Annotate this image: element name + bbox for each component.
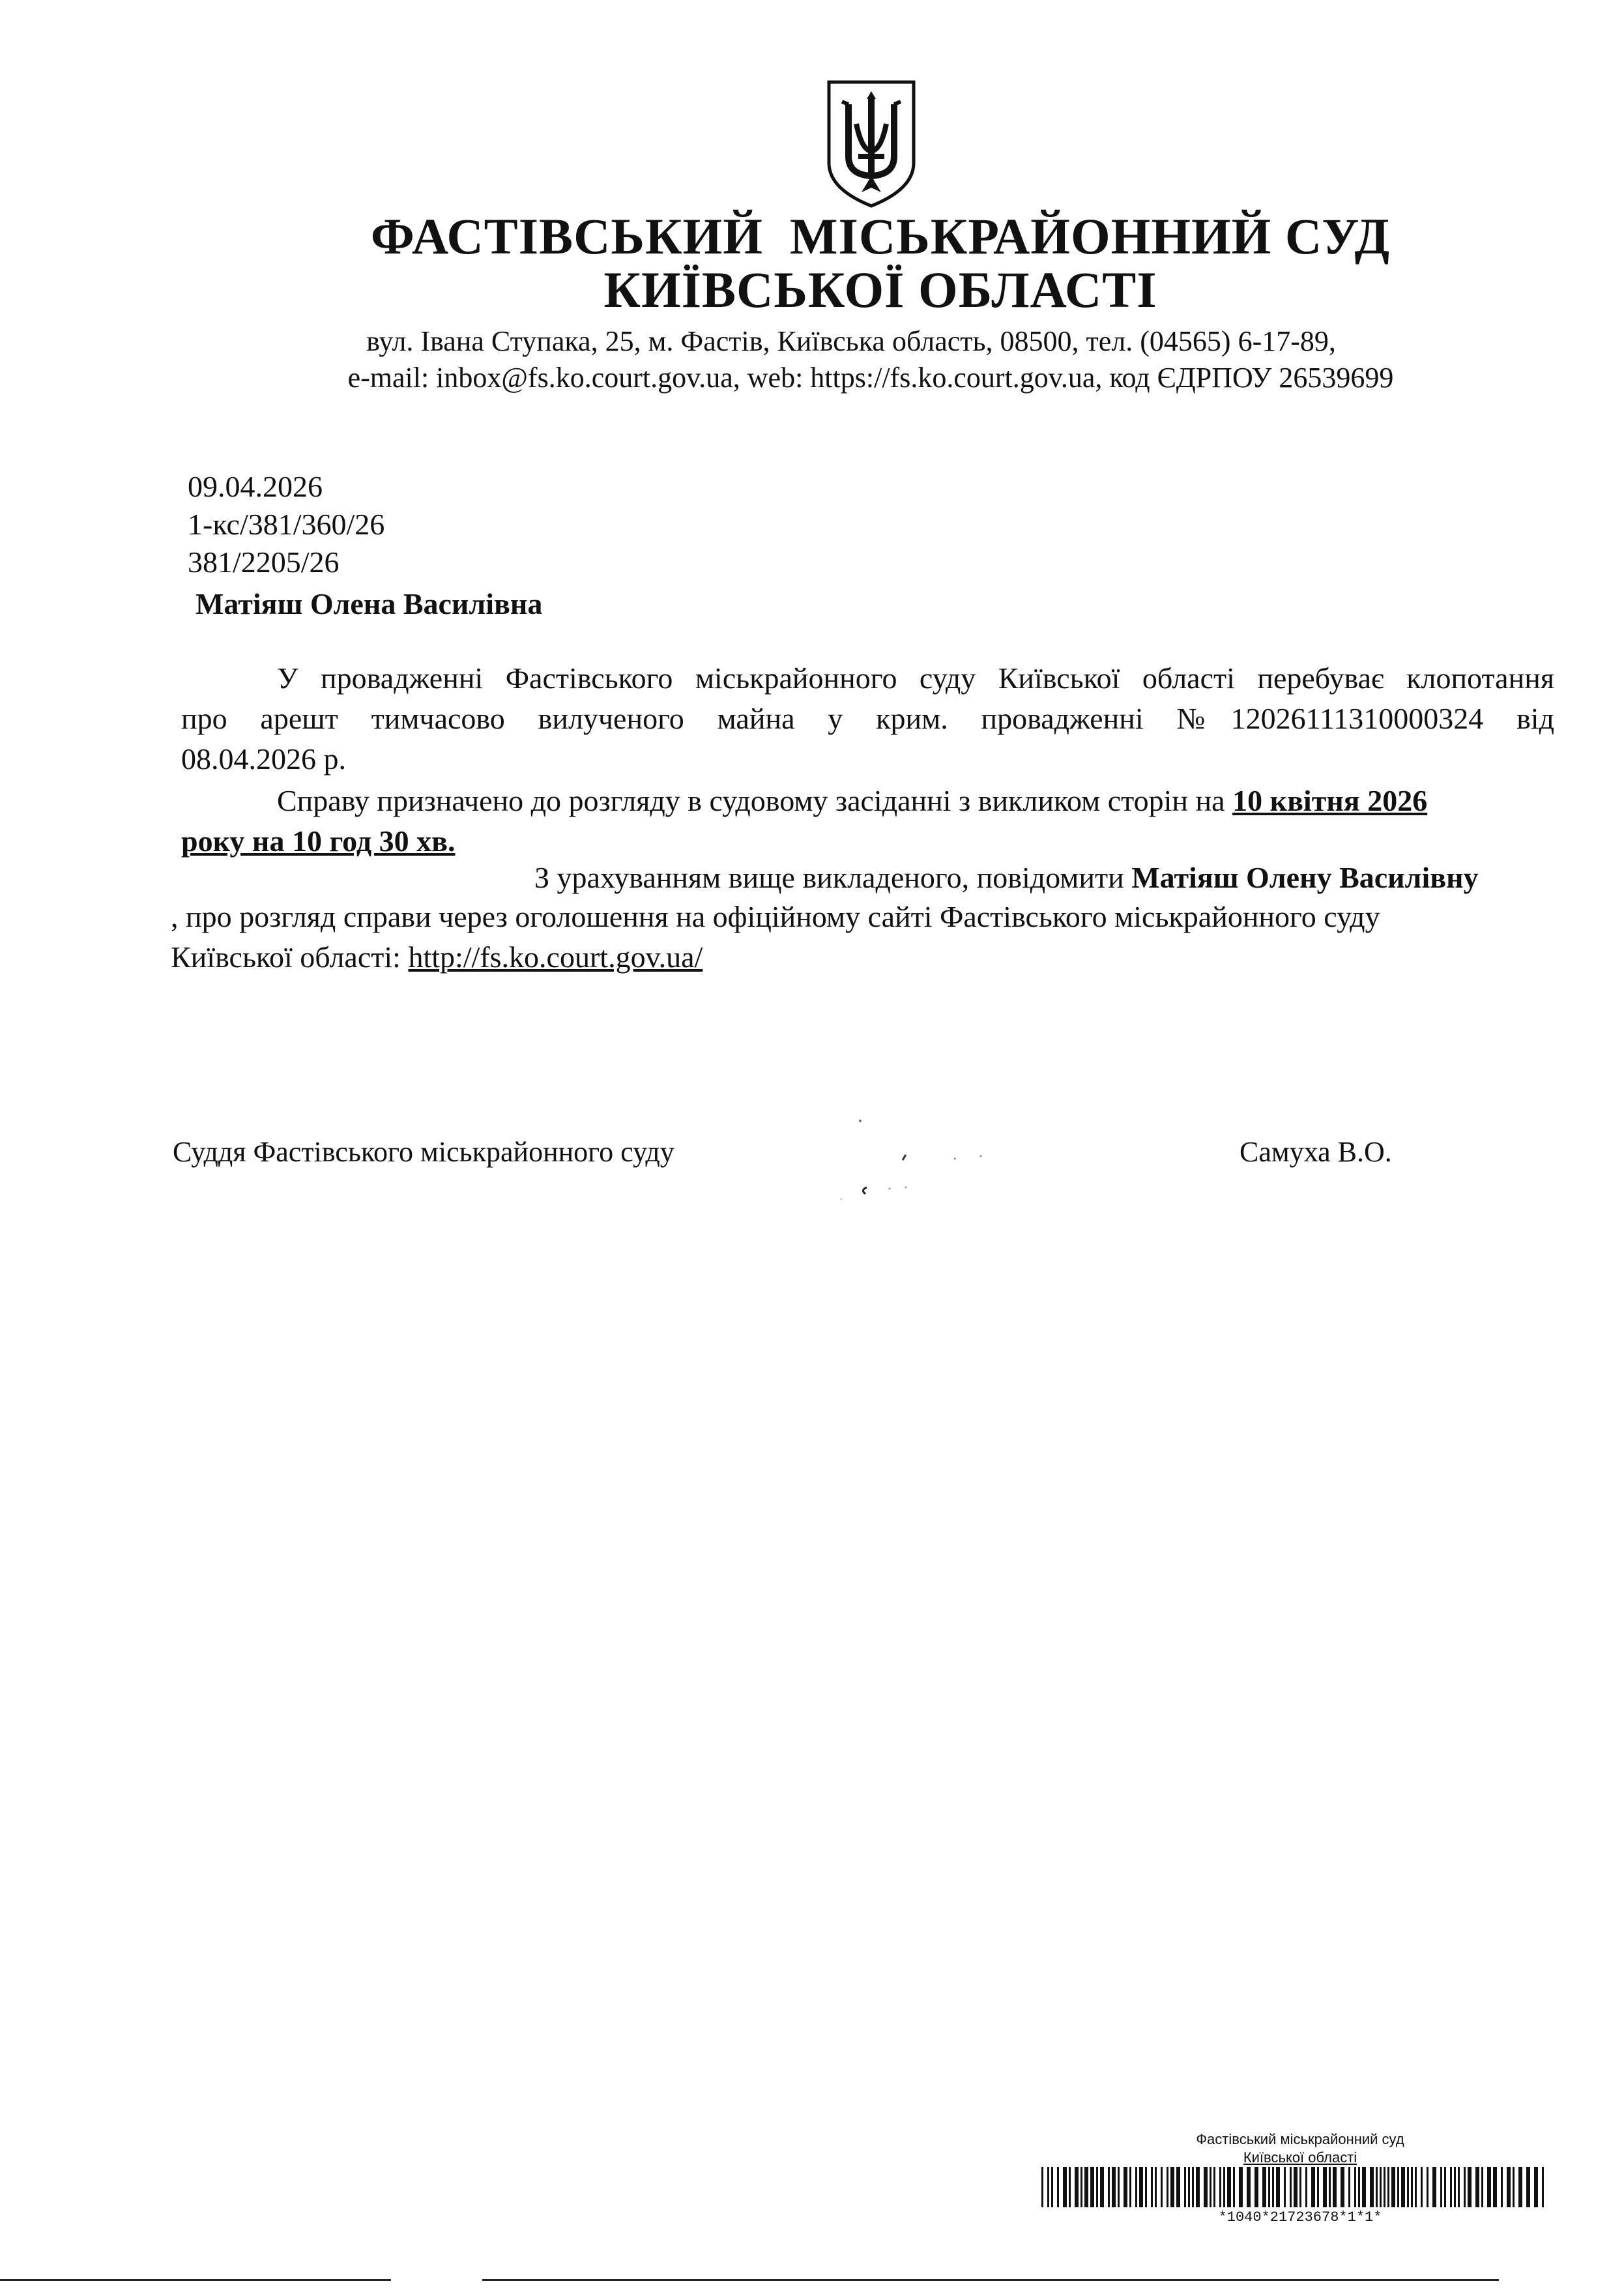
barcode-bar — [1323, 2167, 1327, 2207]
barcode-bar — [1487, 2167, 1491, 2207]
barcode-bar — [1161, 2167, 1163, 2207]
hearing-date: 10 квітня 2026 — [1232, 784, 1428, 817]
barcode-bar — [1458, 2167, 1460, 2207]
barcode-bar — [1239, 2167, 1243, 2207]
signature-marks — [841, 1108, 1036, 1206]
court-name-line2: КИЇВСЬКОЇ ОБЛАСТІ — [603, 261, 1157, 318]
barcode-bar — [1075, 2167, 1079, 2207]
barcode-bar — [1233, 2167, 1235, 2207]
judge-name: Самуха В.О. — [1240, 1136, 1392, 1168]
barcode-bar — [1415, 2167, 1417, 2207]
barcode-bar — [1176, 2167, 1180, 2207]
barcode-number: *1040*21723678*1*1* — [1218, 2209, 1382, 2226]
barcode-bar — [1534, 2167, 1538, 2207]
barcode-bar — [1513, 2167, 1515, 2207]
stamp-region: Київської області — [1243, 2149, 1357, 2166]
barcode-bar — [1276, 2167, 1280, 2207]
barcode-bar — [1317, 2167, 1319, 2207]
barcode-bar — [1290, 2167, 1292, 2207]
barcode-bar — [1380, 2167, 1382, 2207]
barcode-bar — [1454, 2167, 1456, 2207]
barcode-bar — [1135, 2167, 1137, 2207]
barcode-bar — [1348, 2167, 1350, 2207]
coat-of-arms-icon — [822, 78, 920, 209]
barcode-bar — [1475, 2167, 1479, 2207]
barcode-bar — [1167, 2167, 1168, 2207]
barcode-bar — [1151, 2167, 1153, 2207]
court-contacts: e-mail: inbox@fs.ko.court.gov.ua, web: https://fs.ko.court.gov.ua, код ЄДРПОУ 26539699 — [347, 362, 1394, 394]
barcode-bar — [1268, 2167, 1270, 2207]
paragraph-1-line-1: У провадженні Фастівського міськрайонного суду Київської області перебуває клопотання — [277, 661, 1554, 695]
barcode-bar — [1118, 2167, 1120, 2207]
barcode-bar — [1084, 2167, 1088, 2207]
barcode-bar — [1440, 2167, 1442, 2207]
barcode-bar — [1213, 2167, 1215, 2207]
barcode-bar — [1063, 2167, 1067, 2207]
barcode-bar — [1100, 2167, 1104, 2207]
barcode-bar — [1370, 2167, 1374, 2207]
stamp-court-name: Фастівський міськрайонний суд — [1196, 2131, 1404, 2147]
barcode-bar — [1354, 2167, 1356, 2207]
barcode-bar — [1155, 2167, 1157, 2207]
barcode-bar — [1254, 2167, 1258, 2207]
barcode-bar — [1493, 2167, 1497, 2207]
barcode-bar — [1329, 2167, 1331, 2207]
barcode-bar — [1196, 2167, 1200, 2207]
barcode-bar — [1210, 2167, 1211, 2207]
hearing-time: року на 10 год 30 хв. — [181, 824, 456, 858]
barcode-bar — [1047, 2167, 1049, 2207]
barcode-bar — [1501, 2167, 1503, 2207]
barcode-bar — [1401, 2167, 1405, 2207]
barcode-bar — [1129, 2167, 1131, 2207]
barcode-bar — [1051, 2167, 1053, 2207]
notify-recipient-name: Матіяш Олену Василівну — [1131, 861, 1479, 894]
case-number-2: 381/2205/26 — [188, 545, 340, 579]
barcode-bar — [1444, 2167, 1446, 2207]
barcode-bar — [1311, 2167, 1315, 2207]
barcode-bar — [1358, 2167, 1360, 2207]
notify-intro-text: З урахуванням вище викладеного, повідомити — [534, 861, 1132, 894]
barcode-bar — [1397, 2167, 1399, 2207]
barcode-bar — [1080, 2167, 1082, 2207]
barcode-bar — [1170, 2167, 1174, 2207]
barcode-bar — [1204, 2167, 1208, 2207]
barcode-bar — [1333, 2167, 1337, 2207]
barcode-bar — [1145, 2167, 1147, 2207]
barcode-bar — [1069, 2167, 1071, 2207]
paragraph-3-line-1 — [534, 859, 1479, 897]
barcode-bar — [1247, 2167, 1251, 2207]
barcode-bar — [1223, 2167, 1225, 2207]
barcode-bar — [1376, 2167, 1378, 2207]
judge-title: Суддя Фастівського міськрайонного суду — [173, 1136, 674, 1168]
barcode-bar — [1192, 2167, 1194, 2207]
barcode-bar — [1384, 2167, 1385, 2207]
barcode-bar — [1299, 2167, 1301, 2207]
scan-edge-line — [0, 2273, 1564, 2276]
barcode-bar — [1124, 2167, 1127, 2207]
barcode-bar — [1188, 2167, 1190, 2207]
barcode-bar — [1542, 2167, 1544, 2207]
barcode-bar — [1139, 2167, 1143, 2207]
recipient-name: Матіяш Олена Василівна — [196, 587, 543, 620]
court-name-line1: ФАСТІВСЬКИЙ МІСЬКРАЙОННИЙ СУД — [370, 208, 1391, 265]
barcode-bar — [1407, 2167, 1409, 2207]
barcode-bar — [1507, 2167, 1511, 2207]
barcode-bar — [1108, 2167, 1110, 2207]
barcode — [1040, 2167, 1548, 2207]
barcode-bar — [1362, 2167, 1366, 2207]
court-website-link[interactable]: http://fs.ko.court.gov.ua/ — [408, 940, 703, 974]
region-text: Київської області: — [171, 940, 409, 974]
barcode-bar — [1057, 2167, 1059, 2207]
barcode-bar — [1468, 2167, 1472, 2207]
barcode-bar — [1427, 2167, 1428, 2207]
court-address: вул. Івана Ступака, 25, м. Фастів, Київська область, 08500, тел. (04565) 6-17-89, — [366, 325, 1336, 357]
case-number-1: 1-кс/381/360/26 — [188, 508, 385, 541]
barcode-bar — [1526, 2167, 1530, 2207]
barcode-bar — [1090, 2167, 1094, 2207]
barcode-bar — [1112, 2167, 1116, 2207]
barcode-bar — [1387, 2167, 1389, 2207]
paragraph-1-line-3: 08.04.2026 р. — [181, 742, 346, 776]
barcode-bar — [1219, 2167, 1221, 2207]
barcode-bar — [1421, 2167, 1423, 2207]
hearing-intro-text: Справу призначено до розгляду в судовому засіданні з викликом сторін на — [277, 784, 1233, 817]
barcode-bar — [1391, 2167, 1395, 2207]
barcode-bar — [1262, 2167, 1266, 2207]
paragraph-3-line-2: , про розгляд справи через оголошення на офіційному сайті Фастівського міськрайонного суду — [171, 900, 1380, 933]
barcode-bar — [1481, 2167, 1483, 2207]
paragraph-1-line-2: про арешт тимчасово вилученого майна у крим. провадженні №12026111310000324 від — [181, 702, 1554, 735]
barcode-bar — [1096, 2167, 1098, 2207]
barcode-bar — [1041, 2167, 1043, 2207]
barcode-bar — [1411, 2167, 1413, 2207]
barcode-bar — [1450, 2167, 1452, 2207]
document-date: 09.04.2026 — [188, 470, 323, 503]
barcode-bar — [1184, 2167, 1186, 2207]
barcode-bar — [1432, 2167, 1436, 2207]
barcode-bar — [1464, 2167, 1466, 2207]
barcode-bar — [1518, 2167, 1522, 2207]
barcode-bar — [1305, 2167, 1307, 2207]
paragraph-3-line-3 — [171, 938, 703, 976]
barcode-bar — [1272, 2167, 1274, 2207]
barcode-bar — [1227, 2167, 1231, 2207]
paragraph-2-line-1 — [277, 782, 1427, 820]
barcode-bar — [1341, 2167, 1344, 2207]
barcode-bar — [1294, 2167, 1298, 2207]
barcode-bar — [1284, 2167, 1286, 2207]
